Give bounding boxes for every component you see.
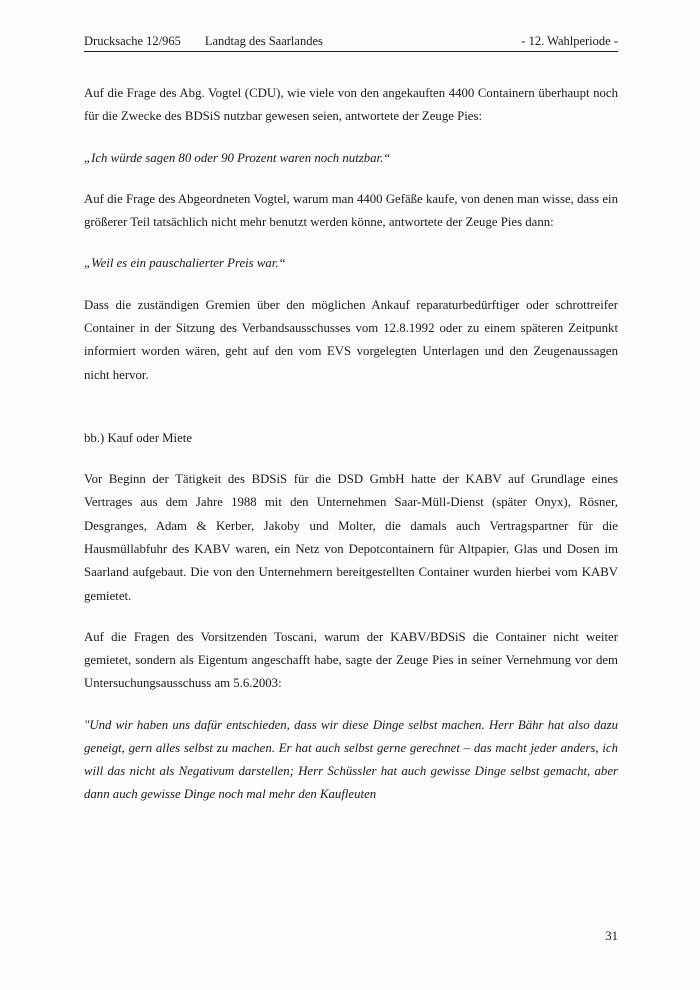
quote-flat-price: „Weil es ein pauschalierter Preis war.“ (84, 256, 286, 271)
paragraph-question-vogtel-containers: Auf die Frage des Abg. Vogtel (CDU), wie viele von den angekauften 4400 Containern überhaupt noch für die Zwecke des BDSiS nutzbar gewesen seien, antwortete der Zeuge Pies: (84, 86, 618, 124)
paragraph-question-vogtel-purchase: Auf die Frage des Abgeordneten Vogtel, warum man 4400 Gefäße kaufe, von denen man wisse, dass ein größerer Teil tatsächlich nicht mehr benutzt werden könne, antwortete der Zeuge Pies dann: (84, 191, 618, 230)
paragraph-committee-information: Dass die zuständigen Gremien über den möglichen Ankauf reparaturbedürftiger oder schrottreifer Container in der Sitzung des Verbandsausschusses vom 12.8.1992 oder zu einem späteren Zeitpunkt informiert worden wären, geht auf den vom EVS vorgelegten Unterlagen und den Zeugenaussagen nicht hervor. (84, 297, 618, 382)
header-legislative-period: - 12. Wahlperiode - (521, 34, 618, 48)
header-institution: Landtag des Saarlandes (204, 34, 323, 48)
heading-purchase-or-rent: bb.) Kauf oder Miete (84, 430, 193, 445)
quote-pies-testimony: "Und wir haben uns dafür entschieden, dass wir diese Dinge selbst machen. Herr Bähr hat also dazu geneigt, gern alles selbst zu machen. Er hat auch selbst gerne gerechnet – das macht jeder anders, ich will das nicht als Negativum darstellen; Herr Schüssler hat auch gewisse Dinge selbst gemacht, aber dann auch gewisse Dinge noch mal mehr den Kaufleuten (84, 717, 618, 802)
page-content (84, 34, 618, 825)
paragraph-kabv-contract-history: Vor Beginn der Tätigkeit des BDSiS für die DSD GmbH hatte der KABV auf Grundlage eines Vertrages aus dem Jahre 1988 mit den Unternehmen Saar-Müll-Dienst (später Onyx), Rösner, Desgranges, Adam & Kerber, Jakoby und Molter, die damals auch Vertragspartner für die Hausmüllabfuhr des KABV waren, ein Netz von Depotcontainern für Altpapier, Glas und Dosen im Saarland aufgebaut. Die von den Unternehmern bereitgestellten Container wurden hierbei vom KABV gemietet. (84, 472, 618, 603)
paragraph-question-toscani: Auf die Fragen des Vorsitzenden Toscani, warum der KABV/BDSiS die Container nicht weiter gemietet, sondern als Eigentum angeschafft habe, sagte der Zeuge Pies in seiner Vernehmung vor dem Untersuchungsausschuss am 5.6.2003: (84, 629, 618, 691)
quote-percent-usable: „Ich würde sagen 80 oder 90 Prozent waren noch nutzbar.“ (84, 150, 391, 165)
header-document-number: Drucksache 12/965 (84, 34, 181, 48)
page-header (84, 34, 618, 52)
page-number: 31 (605, 929, 618, 943)
